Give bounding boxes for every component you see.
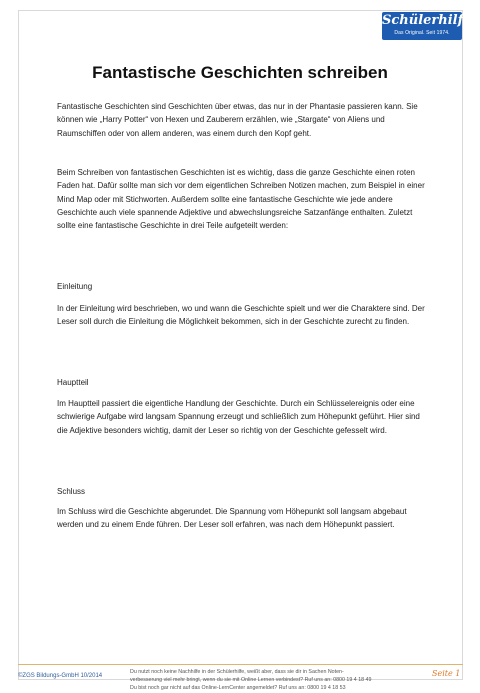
- section-heading-einleitung: Einleitung: [57, 282, 93, 291]
- section-text-schluss: Im Schluss wird die Geschichte abgerundet. Die Spannung vom Höhepunkt soll langsam abgebaut werden und zu einem Ende führen. Der Leser soll erfahren, was nach dem Höhepunkt passiert.: [57, 507, 407, 530]
- section-text-hauptteil: Im Hauptteil passiert die eigentliche Handlung der Geschichte. Durch ein Schlüsselereignis oder eine schwierige Aufgabe wird langsam Spannung erzeugt und schließlich zum Höhepunkt geführt. Hier sind die Adjektive besonders wichtig, damit der Leser so richtig von der Geschichte gefesselt wird.: [57, 399, 420, 435]
- section-heading-hauptteil: Hauptteil: [57, 378, 89, 387]
- intro-paragraph-2: Beim Schreiben von fantastischen Geschichten ist es wichtig, dass die ganze Geschichte einen roten Faden hat. Dafür sollte man sich vor dem eigentlichen Schreiben Notizen machen, zum Beispiel in einer Mind Map oder mit Stichworten. Außerdem sollte eine fantastische Geschichte wie jede andere Geschichte auch viele spannende Adjektive und abwechslungsreiche Satzanfänge enthalten. Zuletzt sollte eine fantastische Geschichte in drei Teile aufgeteilt werden:: [57, 168, 425, 231]
- page-number: Seite 1: [432, 669, 461, 678]
- logo-name: Schülerhilfe: [382, 13, 472, 28]
- schuelerhilfe-logo: [382, 12, 472, 40]
- footer-divider: [18, 664, 463, 665]
- logo-tagline: Das Original. Seit 1974.: [394, 30, 450, 36]
- promo-line: Du nutzt noch keine Nachhilfe in der Schülerhilfe, weißt aber, dass sie dir in Sachen Noten-: [130, 669, 344, 675]
- intro-paragraph-1: Fantastische Geschichten sind Geschichten über etwas, das nur in der Phantasie passieren kann. Sie können wie „Harry Potter“ von Hexen und Zauberern erzählen, wie „Stargate“ von Aliens und Raumschiffen oder von allem anderen, was einem durch den Kopf geht.: [57, 102, 418, 138]
- page-footer: [0, 664, 480, 693]
- section-text-einleitung: In der Einleitung wird beschrieben, wo und wann die Geschichte spielt und wer die Charaktere sind. Der Leser soll durch die Einleitung die Möglichkeit bekommen, sich in der Geschichte zurecht zu finden.: [57, 304, 425, 327]
- copyright-notice: ©ZGS Bildungs-GmbH 10/2014: [18, 673, 103, 679]
- promo-line: Du bist noch gar nicht auf das Online-LernCenter angemeldet? Ruf uns an: 0800 19 4 18 53: [130, 685, 346, 691]
- page-title: Fantastische Geschichten schreiben: [92, 63, 388, 82]
- section-heading-schluss: Schluss: [57, 487, 86, 496]
- promo-line: verbesserung viel mehr bringt, wenn du sie mit Online Lernen verbindest? Ruf uns an: 0800 19 4 18 49: [130, 677, 372, 683]
- footer-promo-text: [130, 668, 430, 692]
